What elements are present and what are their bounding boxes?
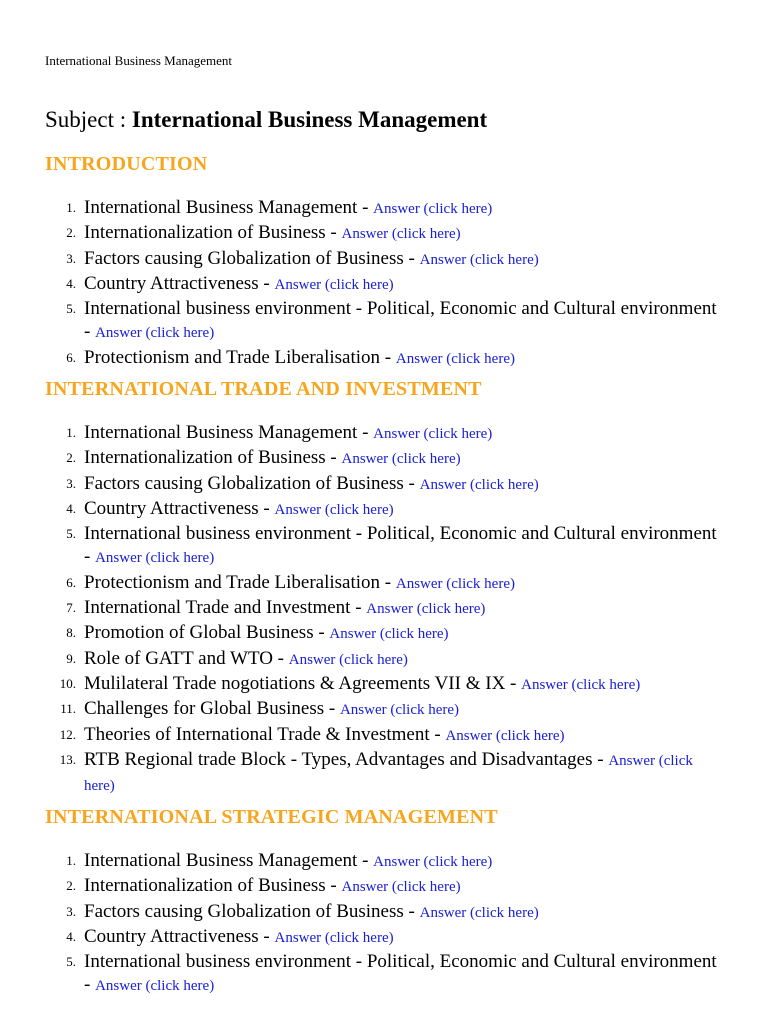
- list-item: [0, 849, 720, 874]
- item-text: Country Attractiveness -: [84, 497, 275, 519]
- item-number: 5.: [66, 954, 76, 970]
- item-number: 7.: [66, 600, 76, 616]
- item-text: Theories of International Trade & Investment -: [84, 723, 446, 745]
- list-item: [0, 748, 720, 799]
- answer-link[interactable]: Answer (click here): [341, 226, 461, 243]
- answer-link[interactable]: Answer (click here): [419, 904, 539, 921]
- item-number: 13.: [59, 751, 76, 767]
- item-text: Country Attractiveness -: [84, 272, 275, 294]
- item-number: 9.: [66, 650, 76, 666]
- item-number: 4.: [66, 928, 76, 944]
- subject-label: Subject :: [45, 107, 132, 132]
- list-item: [0, 647, 720, 672]
- item-number: 6.: [66, 574, 76, 590]
- item-text: International business environment - Political, Economic and Cultural environment -: [84, 951, 717, 996]
- list-item: [0, 272, 720, 297]
- item-number: 2.: [66, 878, 76, 894]
- list-item: [0, 723, 720, 748]
- item-number: 3.: [66, 475, 76, 491]
- item-number: 12.: [59, 726, 76, 742]
- answer-link[interactable]: Answer (click here): [366, 601, 486, 618]
- list-item: [0, 874, 720, 899]
- list-item: [0, 346, 720, 371]
- item-text: Internationalization of Business -: [84, 447, 342, 469]
- list-item: [0, 571, 720, 596]
- list-item: [0, 497, 720, 522]
- item-text: Role of GATT and WTO -: [84, 647, 289, 669]
- answer-link[interactable]: Answer (click here): [288, 651, 408, 668]
- question-list-trade-investment: [0, 421, 720, 798]
- list-item: [0, 900, 720, 925]
- item-text: Challenges for Global Business -: [84, 698, 340, 720]
- subject-line: [45, 106, 487, 134]
- list-item: [0, 697, 720, 722]
- list-item: [0, 621, 720, 646]
- question-list-strategic-management: [0, 849, 720, 999]
- answer-link[interactable]: Answer (click here): [373, 201, 493, 217]
- answer-link[interactable]: Answer (click here): [274, 276, 394, 293]
- answer-link[interactable]: Answer (click here): [419, 251, 539, 268]
- item-text: Factors causing Globalization of Business -: [84, 247, 420, 269]
- item-number: 2.: [66, 450, 76, 466]
- answer-link[interactable]: Answer (click here): [274, 501, 394, 518]
- list-item: [0, 196, 720, 221]
- item-number: 1.: [66, 853, 76, 868]
- section-title-strategic-management: INTERNATIONAL STRATEGIC MANAGEMENT: [45, 806, 498, 828]
- item-number: 11.: [60, 701, 76, 717]
- item-text: Factors causing Globalization of Business -: [84, 900, 420, 922]
- item-number: 5.: [66, 526, 76, 542]
- answer-link[interactable]: Answer (click here): [445, 727, 565, 744]
- answer-link[interactable]: Answer (click here): [95, 550, 215, 567]
- list-item: [0, 950, 720, 999]
- answer-link[interactable]: Answer (click here): [339, 702, 460, 719]
- answer-link[interactable]: Answer (click here): [521, 676, 641, 693]
- item-text: Internationalization of Business -: [84, 875, 342, 897]
- answer-link[interactable]: Answer (click here): [95, 978, 215, 995]
- answer-link[interactable]: Answer (click here): [373, 426, 493, 442]
- list-item: [0, 247, 720, 272]
- answer-link[interactable]: Answer (click here): [373, 854, 493, 870]
- list-item: [0, 925, 720, 950]
- item-number: 5.: [66, 301, 76, 317]
- list-item: [0, 472, 720, 497]
- subject-value: International Business Management: [131, 107, 488, 132]
- item-number: 4.: [66, 275, 76, 291]
- item-text: Promotion of Global Business -: [84, 622, 330, 644]
- item-text: International Trade and Investment -: [84, 597, 367, 619]
- answer-link[interactable]: Answer (click here): [341, 879, 461, 896]
- list-item: [0, 297, 720, 346]
- section-title-introduction: INTRODUCTION: [45, 153, 208, 175]
- item-text: International Business Management -: [84, 422, 374, 443]
- question-list-introduction: [0, 196, 720, 371]
- list-item: [0, 672, 720, 697]
- item-text: International business environment - Political, Economic and Cultural environment -: [84, 523, 717, 568]
- answer-link[interactable]: Answer (click here): [84, 752, 693, 795]
- item-text: Country Attractiveness -: [84, 925, 275, 947]
- item-text: International business environment - Political, Economic and Cultural environment -: [84, 298, 717, 343]
- item-text: Factors causing Globalization of Business -: [84, 472, 420, 494]
- item-number: 8.: [66, 625, 76, 641]
- answer-link[interactable]: Answer (click here): [274, 929, 394, 946]
- list-item: [0, 421, 720, 446]
- item-number: 2.: [66, 225, 76, 241]
- item-number: 1.: [66, 200, 76, 215]
- list-item: [0, 522, 720, 571]
- item-text: RTB Regional trade Block - Types, Advantages and Disadvantages -: [84, 748, 609, 770]
- item-text: Internationalization of Business -: [84, 222, 342, 244]
- answer-link[interactable]: Answer (click here): [395, 575, 515, 592]
- item-number: 3.: [66, 903, 76, 919]
- answer-link[interactable]: Answer (click here): [395, 350, 515, 367]
- answer-link[interactable]: Answer (click here): [419, 476, 539, 493]
- item-text: Protectionism and Trade Liberalisation -: [84, 346, 396, 368]
- item-number: 1.: [66, 425, 76, 440]
- answer-link[interactable]: Answer (click here): [95, 325, 215, 342]
- item-number: 4.: [66, 500, 76, 516]
- item-text: Protectionism and Trade Liberalisation -: [84, 571, 396, 593]
- list-item: [0, 446, 720, 471]
- item-number: 3.: [66, 250, 76, 266]
- item-number: 6.: [66, 349, 76, 365]
- answer-link[interactable]: Answer (click here): [329, 626, 449, 643]
- item-number: 10.: [59, 675, 76, 691]
- item-text: International Business Management -: [84, 197, 374, 218]
- item-text: Mulilateral Trade nogotiations & Agreements VII & IX -: [84, 672, 522, 694]
- item-text: International Business Management -: [84, 850, 374, 871]
- list-item: [0, 596, 720, 621]
- page-header: International Business Management: [45, 53, 233, 68]
- section-title-trade-investment: INTERNATIONAL TRADE AND INVESTMENT: [45, 378, 482, 400]
- list-item: [0, 221, 720, 246]
- answer-link[interactable]: Answer (click here): [341, 451, 461, 468]
